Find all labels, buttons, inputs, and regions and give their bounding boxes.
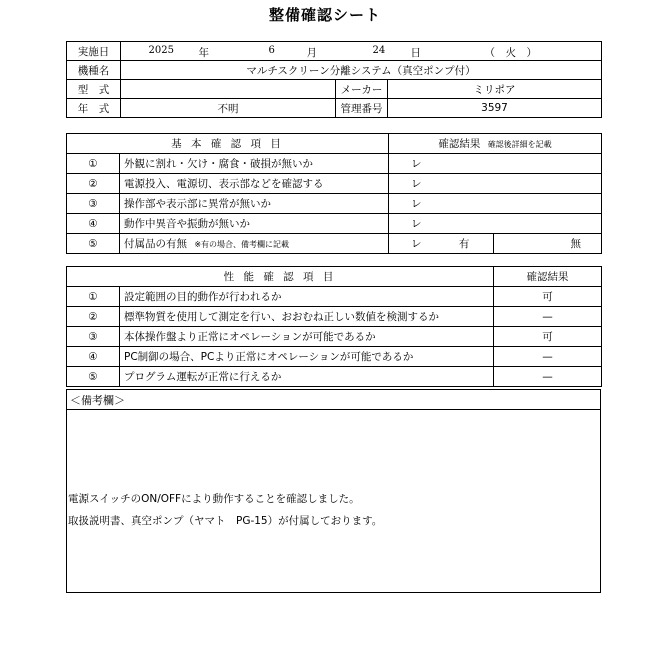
date-year-unit: 年: [198, 46, 209, 59]
date-label: 実施日: [67, 42, 121, 61]
row-result: レ: [389, 174, 602, 194]
page-title: 整備確認シート: [268, 6, 381, 24]
year-value: 不明: [121, 99, 336, 118]
row-text: 外観に割れ・欠け・腐食・破損が無いか: [120, 154, 389, 174]
remarks-line-2: 取扱説明書、真空ポンプ（ヤマト PG-15）が付属しております。: [68, 515, 383, 527]
date-year: 2025: [148, 44, 174, 56]
date-month-unit: 月: [306, 46, 317, 59]
type-maker-row: [67, 80, 602, 99]
basic-check-table: [66, 133, 602, 254]
table-row: [67, 287, 602, 307]
row-result: 可: [494, 287, 602, 307]
row-result: —: [494, 347, 602, 367]
table-row: [67, 214, 602, 234]
row-number: ②: [67, 307, 120, 327]
table-row: [67, 174, 602, 194]
model-label: 機種名: [67, 61, 121, 80]
model-value: マルチスクリーン分離システム（真空ポンプ付）: [121, 61, 602, 80]
row-result: レ: [389, 214, 602, 234]
date-row: [67, 42, 602, 61]
basic-heading: 基 本 確 認 項 目: [67, 134, 389, 154]
basic-header-row: [67, 134, 602, 154]
accessory-check: レ: [411, 238, 422, 250]
accessory-text: 付属品の有無: [124, 238, 187, 250]
row-result: レ: [389, 154, 602, 174]
accessory-row: [67, 234, 602, 254]
table-row: [67, 307, 602, 327]
perf-header-row: [67, 267, 602, 287]
date-day: 24: [372, 44, 386, 56]
mgmt-label: 管理番号: [336, 99, 388, 118]
maker-label: メーカー: [336, 80, 388, 99]
date-value: [121, 42, 602, 61]
row-result: —: [494, 307, 602, 327]
type-value: [121, 80, 336, 99]
table-row: [67, 194, 602, 214]
perf-heading: 性 能 確 認 項 目: [67, 267, 494, 287]
model-row: [67, 61, 602, 80]
row-text: 標準物質を使用して測定を行い、おおむね正しい数値を検測するか: [120, 307, 494, 327]
performance-check-table: [66, 266, 602, 387]
row-number: ②: [67, 174, 120, 194]
row-result: レ: [389, 194, 602, 214]
accessory-note: ※有の場合、備考欄に記載: [194, 240, 290, 249]
date-day-unit: 日: [410, 46, 421, 59]
row-text: PC制御の場合、PCより正常にオペレーションが可能であるか: [120, 347, 494, 367]
row-number: ④: [67, 347, 120, 367]
table-row: [67, 367, 602, 387]
row-result: 可: [494, 327, 602, 347]
table-row: [67, 154, 602, 174]
accessory-yes: 有: [458, 238, 470, 250]
row-number: ⑤: [67, 234, 120, 254]
date-weekday: （ 火 ）: [484, 46, 537, 59]
row-text: 動作中異音や振動が無いか: [120, 214, 389, 234]
row-text: 設定範囲の目的動作が行われるか: [120, 287, 494, 307]
mgmt-value: 3597: [388, 99, 602, 118]
accessory-yes-cell: [389, 234, 494, 254]
basic-result-heading-text: 確認結果: [438, 138, 481, 150]
row-number: ⑤: [67, 367, 120, 387]
row-text: プログラム運転が正常に行えるか: [120, 367, 494, 387]
row-result: —: [494, 367, 602, 387]
row-number: ①: [67, 287, 120, 307]
remarks-label: ＜備考欄＞: [70, 394, 125, 407]
basic-result-heading: [389, 134, 602, 154]
type-label: 型 式: [67, 80, 121, 99]
remarks-line-1: 電源スイッチのON/OFFにより動作することを確認しました。: [68, 493, 360, 505]
year-label: 年 式: [67, 99, 121, 118]
row-number: ③: [67, 327, 120, 347]
row-number: ③: [67, 194, 120, 214]
row-text: 本体操作盤より正常にオペレーションが可能であるか: [120, 327, 494, 347]
header-table: [66, 41, 602, 118]
row-text: 電源投入、電源切、表示部などを確認する: [120, 174, 389, 194]
maker-value: ミリポア: [388, 80, 602, 99]
row-text: 操作部や表示部に異常が無いか: [120, 194, 389, 214]
row-number: ④: [67, 214, 120, 234]
year-mgmt-row: [67, 99, 602, 118]
accessory-no: 無: [494, 234, 602, 254]
date-month: 6: [268, 44, 275, 56]
table-row: [67, 347, 602, 367]
row-number: ①: [67, 154, 120, 174]
perf-result-heading: 確認結果: [494, 267, 602, 287]
table-row: [67, 327, 602, 347]
remarks-divider: [66, 409, 601, 410]
basic-result-note: 確認後詳細を記載: [487, 140, 552, 149]
accessory-text-cell: [120, 234, 389, 254]
